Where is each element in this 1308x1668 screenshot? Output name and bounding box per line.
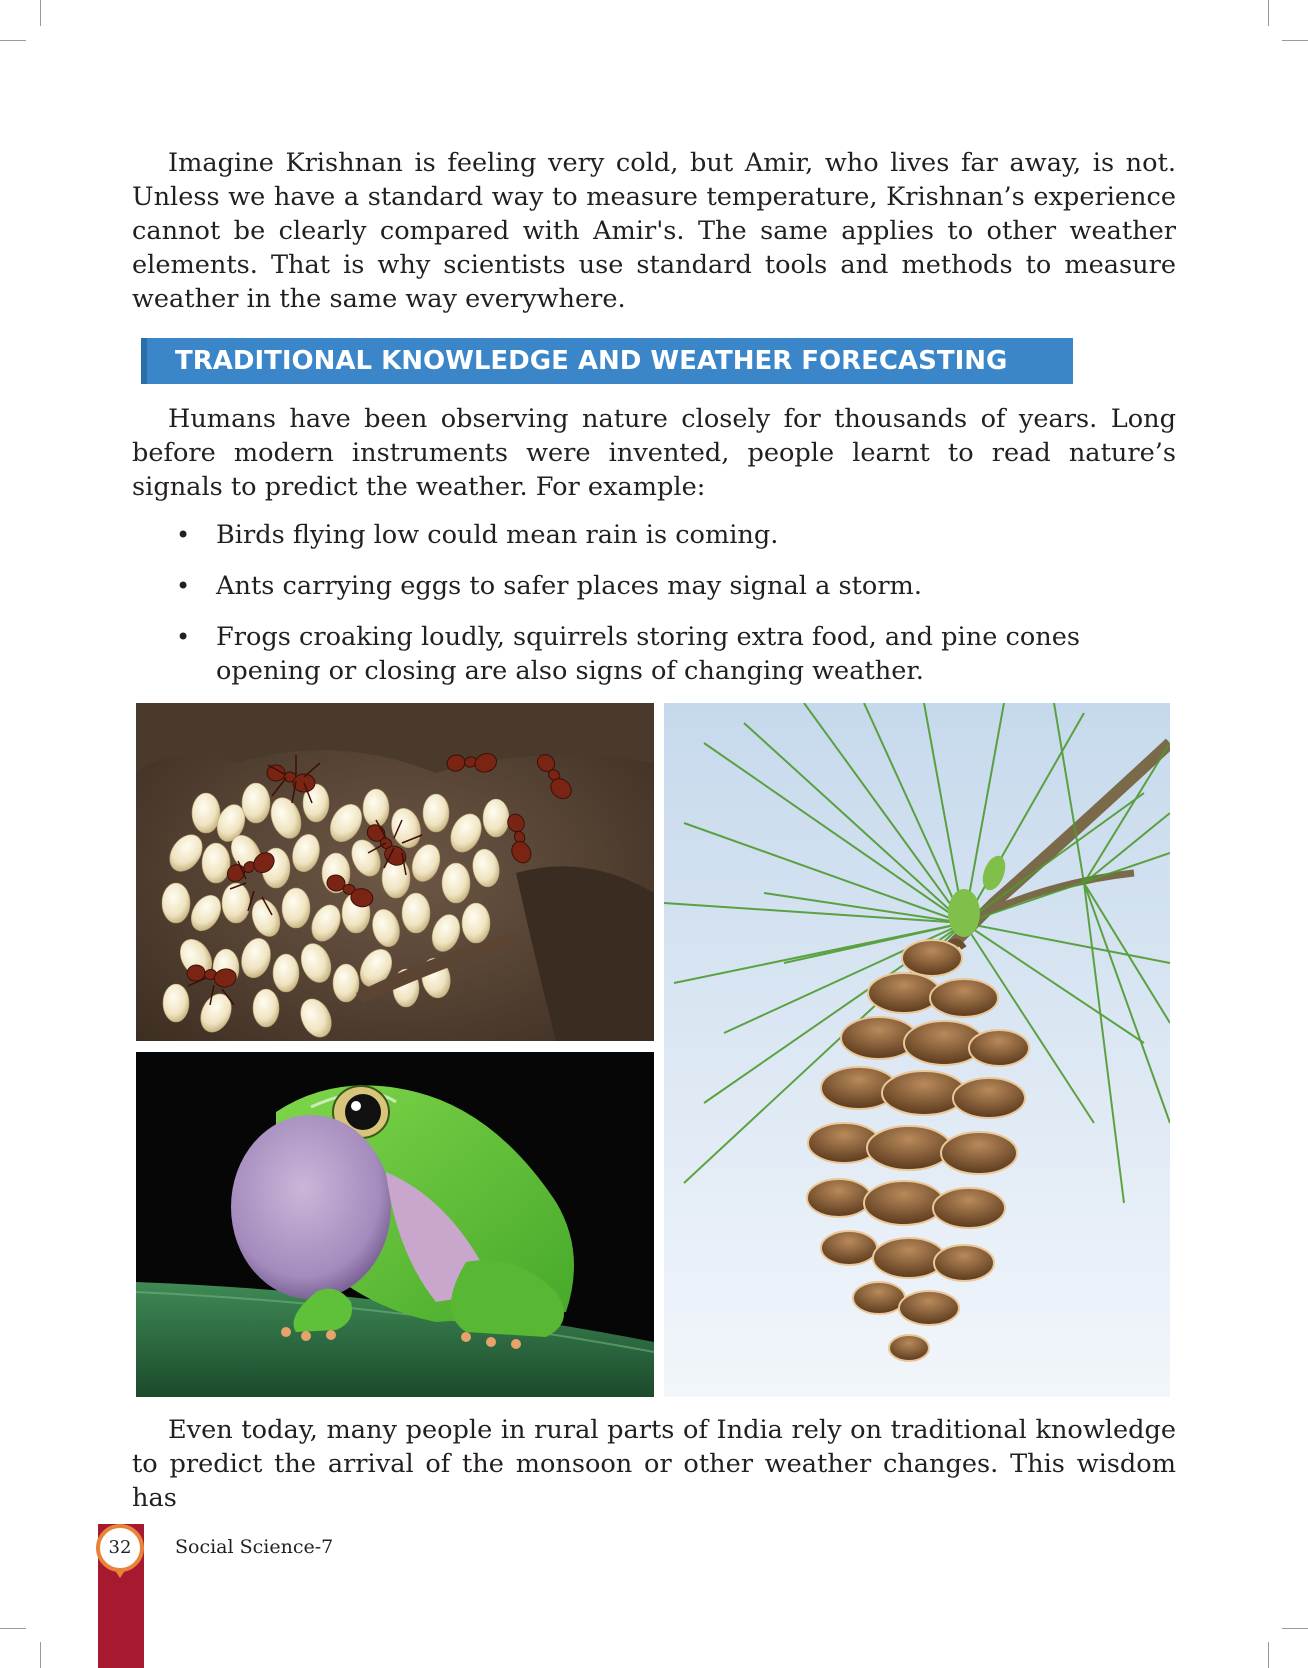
bullet-icon: • bbox=[176, 521, 191, 549]
bullet-icon: • bbox=[176, 572, 191, 600]
ants-photo bbox=[136, 703, 654, 1041]
crop-mark bbox=[40, 0, 41, 26]
crop-mark bbox=[0, 1628, 26, 1629]
bullet-icon: • bbox=[176, 623, 191, 651]
frog-photo bbox=[136, 1052, 654, 1397]
intro-paragraph: Imagine Krishnan is feeling very cold, but Amir, who lives far away, is not. Unless we have a standard way to measure temperature, Krishnan’s experience cannot be clearly compared with Amir's. The same applies to other weather elements. That is why scientists use standard tools and methods to measure weather in the same way everywhere. bbox=[132, 148, 1176, 314]
ants-carrying-eggs-illustration bbox=[136, 703, 654, 1041]
pine-cone-photo bbox=[664, 703, 1170, 1397]
crop-mark bbox=[1268, 1642, 1269, 1668]
pine-cone-illustration bbox=[664, 703, 1170, 1397]
crop-mark bbox=[1282, 1628, 1308, 1629]
section-heading-bar bbox=[141, 338, 1073, 384]
book-title: Social Science-7 bbox=[175, 1536, 334, 1558]
bullet-list bbox=[132, 518, 1176, 705]
page-number: 32 bbox=[96, 1524, 144, 1572]
bullet-item: • Frogs croaking loudly, squirrels storing extra food, and pine cones opening or closing are also signs of changing weather. bbox=[176, 622, 1081, 686]
section-paragraph: Humans have been observing nature closely for thousands of years. Long before modern instruments were invented, people learnt to read nature’s signals to predict the weather. For example: bbox=[132, 404, 1176, 502]
crop-mark bbox=[0, 40, 26, 41]
bullet-item: • Ants carrying eggs to safer places may signal a storm. bbox=[176, 571, 922, 601]
section-heading: TRADITIONAL KNOWLEDGE AND WEATHER FORECASTING bbox=[175, 346, 1008, 376]
crop-mark bbox=[1282, 40, 1308, 41]
closing-paragraph: Even today, many people in rural parts of India rely on traditional knowledge to predict the arrival of the monsoon or other weather changes. This wisdom has bbox=[132, 1415, 1176, 1513]
crop-mark bbox=[40, 1642, 41, 1668]
crop-mark bbox=[1268, 0, 1269, 26]
bullet-item: • Birds flying low could mean rain is coming. bbox=[176, 520, 779, 550]
croaking-frog-illustration bbox=[136, 1052, 654, 1397]
